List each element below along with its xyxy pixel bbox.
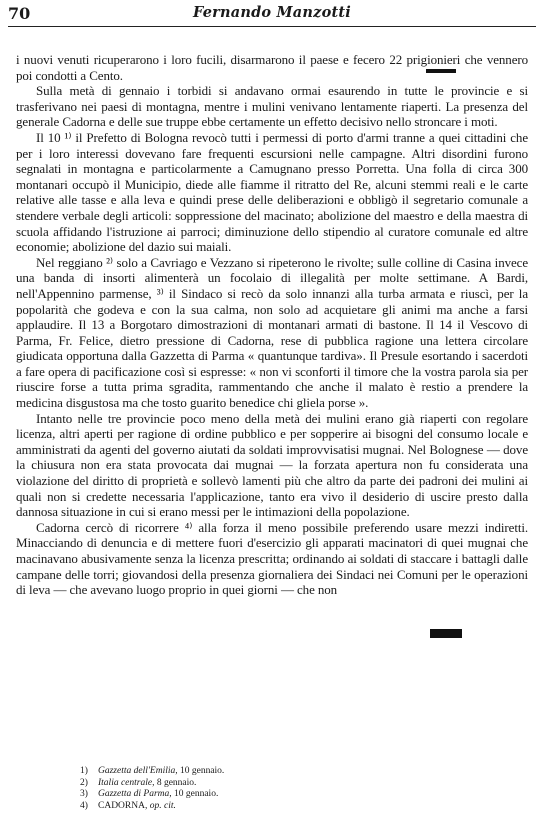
running-head: Fernando Manzotti (193, 4, 351, 21)
footnote-source: Gazzetta dell'Emilia, (98, 766, 178, 776)
footnote-number: 3) (80, 789, 88, 799)
paragraph-2: Sulla metà di gennaio i torbidi si andavano ormai esaurendo in tutte le provincie e si trasferivano nei paesi di montagna, mentre i mulini venivano lentamente riaperti. La presenza del generale Cadorna e delle sue truppe ebbe certamente un effetto decisivo nello stroncare i moti. (16, 83, 528, 130)
footnote-source: Italia centrale, (98, 777, 155, 788)
footnote-source: CADORNA, (98, 800, 148, 811)
ink-mark (426, 69, 456, 73)
footnote (80, 789, 480, 801)
footnote (80, 766, 480, 778)
footnote-detail: 10 gennaio. (174, 789, 219, 799)
footnote-detail: 8 gennaio. (156, 777, 197, 788)
paragraph-4: Nel reggiano ²⁾ solo a Cavriago e Vezzano si ripeterono le rivolte; sulle colline di Casina invece una banda di insorti alimenterà un focolaio di illegalità per molte settimane. A Bardi, nell'Appennino parmense, ³⁾ il Sindaco si recò da solo innanzi alla turba armata e riuscì, per la popolarità che godeva e con la sua calma, non solo ad acquietare gli animi ma anche a farsi applaudire. Il 13 a Borgotaro dimostrazioni di montanari armati di bastone. Il 14 il Vescovo di Parma, Fr. Felice, dietro pressione di Cadorna, rese di pubblica ragione una lettera circolare giudicata opportuna dalla Gazzetta di Parma « quantunque tardiva». Il Presule esortando i sacerdoti a fare opera di pacificazione così si espresse: « non vi sconforti il timore che la vostra parola sia per riuscire forse a tutta prima sgradita, rammentando che anche il malato è restio a prendere la medicina disgustosa ma che tosto guarito benedice chi gliela porse ». (16, 254, 528, 411)
page-header (8, 4, 536, 26)
footnote-number: 4) (80, 800, 88, 811)
footnotes (80, 766, 480, 812)
header-rule (8, 26, 536, 27)
paragraph-5: Intanto nelle tre provincie poco meno della metà dei mulini erano già riaperti con regolare licenza, altri aperti per ragione di ordine pubblico e per sopperire ai bisogni del consumo locale e amministrati da agenti del governo aiutati da soldati improvvisatisi mugnai. Nel Bolognese — dove la chiusura non era stata provocata dai mugnai — la forzata apertura non fu considerata una violazione del diritto di proprietà e sollevò lamenti più che altro da parte dei padroni dei mulini ai quali non si credette necessaria l'applicazione, tanto era vivo il desiderio di uscire presto dalla dannosa situazione in cui si erano messi per le intimazioni della popolazione. (16, 410, 528, 520)
footnote-number: 2) (80, 777, 88, 788)
page-number: 70 (8, 4, 31, 23)
ink-mark (430, 629, 462, 638)
footnote-detail: op. cit. (149, 800, 176, 811)
footnote (80, 778, 480, 790)
paragraph-6: Cadorna cercò di ricorrere ⁴⁾ alla forza il meno possibile preferendo usare mezzi indiretti. Minacciando di denuncia e di mettere fuori d'esercizio gli apparati macinatori di quei mugnai che macinavano abusivamente senza la licenza prescritta; ordinando ai soldati di staccare i battagli dalle campane delle torri; giovandosi della presenza giornaliera dei Sindaci nei Comuni per le operazioni di leva — che avevano luogo proprio in quei giorni — che non (16, 519, 528, 598)
footnote-source: Gazzetta di Parma, (98, 789, 172, 799)
body-text (16, 52, 528, 598)
footnote (80, 801, 480, 813)
footnote-detail: 10 gennaio. (179, 766, 225, 776)
footnote-number: 1) (80, 766, 88, 776)
paragraph-3: Il 10 ¹⁾ il Prefetto di Bologna revocò tutti i permessi di porto d'armi tranne a quei cittadini che per i loro interessi dovevano fare frequenti escursioni nelle campagne. Altri disordini furono segnalati in montagna e particolarmente a Camugnano presso Porretta. Una folla di circa 300 montanari occupò il Municipio, diede alle fiamme il ritratto del Re, alcuni stemmi reali e le carte relative alle tasse e alla leva e quindi prese delle deliberazioni e obbligò il segretario comunale a stendere verbale degli articoli: soppressione del macinato; abolizione del maestro e della maestra di scuola affidando l'istruzione ai parroci; diminuzione dello stipendio al curatore comunale ed altre economie; abolizione del dazio sui maiali. (16, 129, 528, 255)
paragraph-1: i nuovi venuti ricuperarono i loro fucili, disarmarono il paese e fecero 22 prigionieri che vennero poi condotti a Cento. (16, 52, 528, 83)
